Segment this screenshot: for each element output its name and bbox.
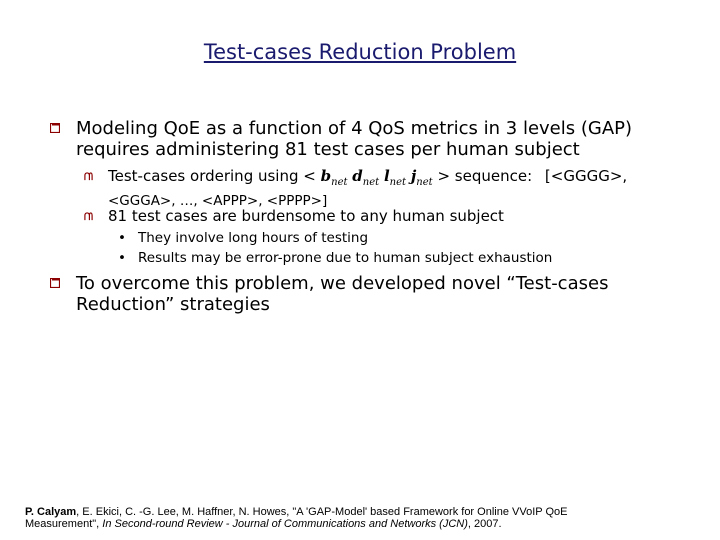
square-bullet-icon (50, 123, 60, 133)
ordering-suffix: > sequence: (437, 167, 533, 185)
ordering-prefix: Test-cases ordering using < (108, 167, 316, 185)
detail-text: Results may be error-prone due to human subject exhaustion (138, 250, 553, 266)
dot-bullet-icon: • (118, 230, 126, 246)
citation (25, 506, 705, 530)
citation-text-cont: Measurement", (25, 518, 103, 530)
bullet-text-line1: Modeling QoE as a function of 4 QoS metrics in 3 levels (GAP) (76, 118, 633, 139)
square-bullet-icon (50, 278, 60, 288)
sequence-start: [<GGGG>, (544, 167, 628, 185)
detail-item (118, 230, 678, 247)
citation-first-author: P. Calyam (25, 506, 77, 518)
burdensome-text: 81 test cases are burdensome to any human subject (108, 207, 504, 225)
citation-year: , 2007. (467, 518, 502, 530)
sequence-continuation: <GGGA>, …, <APPP>, <PPPP>] (108, 193, 328, 209)
metric-delay: $d_{net}$ (352, 167, 380, 188)
bullet-text-line2: Reduction” strategies (76, 294, 270, 315)
metric-loss: $l_{net}$ (383, 167, 407, 188)
metric-jitter: $j_{net}$ (410, 167, 433, 188)
dot-bullet-icon: • (118, 250, 126, 266)
citation-text: , E. Ekici, C. -G. Lee, M. Haffner, N. Howes, "A 'GAP-Model' based Framework for Online VVoIP QoE (76, 506, 568, 518)
ordering-line1 (108, 167, 684, 192)
subbullet-ordering (84, 167, 684, 210)
bullet-text-line2: requires administering 81 test cases per human subject (76, 139, 580, 160)
sub-bullet-icon (84, 212, 93, 221)
detail-item (118, 250, 678, 267)
detail-text: They involve long hours of testing (138, 230, 369, 246)
bullet-qoe-modeling (50, 118, 690, 160)
bullet-text-line1: To overcome this problem, we developed novel “Test-cases (76, 273, 609, 294)
citation-journal: In Second-round Review - Journal of Communications and Networks (JCN) (102, 518, 468, 530)
metric-bandwidth: $b_{net}$ (320, 167, 348, 188)
slide-title: Test-cases Reduction Problem (203, 40, 517, 64)
sub-bullet-icon (84, 172, 93, 181)
subbullet-burdensome (84, 207, 684, 225)
bullet-overcome (50, 273, 690, 315)
